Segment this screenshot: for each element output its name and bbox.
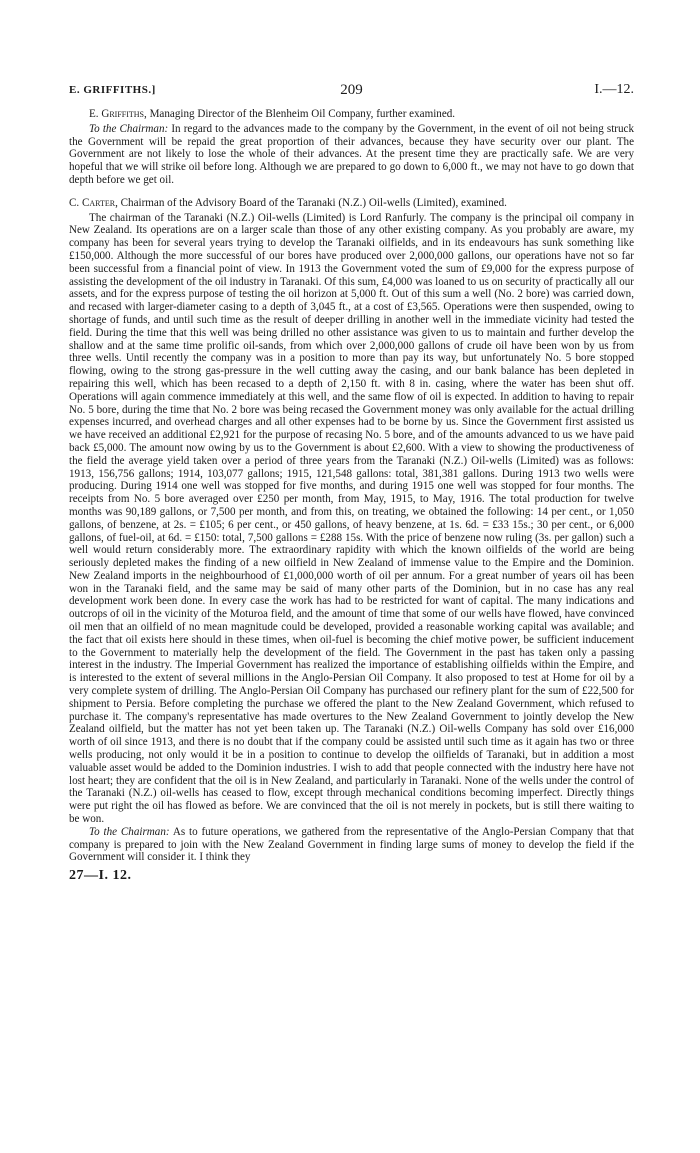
witness-name: C. Carter [69, 196, 116, 209]
page-header [69, 82, 634, 104]
testimony-text: In regard to the advances made to the company by the Government, in the event of oil not being struck the Government will be repaid the great proportion of their advances, because they have security over our plant. The Government are not likely to lose the whole of their advances. At the present time they are practically safe. We are very hopeful that we will strike oil before long. Although we are prepared to go down to 6,000 ft., we may not have to go down that depth before we get oil. [69, 122, 634, 186]
question-lead: To the Chairman: [89, 825, 170, 838]
header-witness-name: E. GRIFFITHS.] [69, 84, 156, 96]
page-number: 209 [340, 82, 363, 98]
signature-mark: 27—I. 12. [69, 868, 132, 884]
paper-reference: I.—12. [594, 82, 634, 97]
witness-description: , Chairman of the Advisory Board of the Taranaki (N.Z.) Oil-wells (Limited), examined. [115, 196, 507, 209]
question-lead: To the Chairman: [89, 122, 169, 135]
section-carter [69, 197, 634, 864]
testimony-paragraph: The chairman of the Taranaki (N.Z.) Oil-wells (Limited) is Lord Ranfurly. The company is the principal oil company in New Zealand. Its operations are on a larger scale than those of any other existing company. As you probably are aware, my company has been for several years trying to develop the Taranaki oilfields, and in its endeavours has sunk something like £150,000. Although the more successful of our bores have produced over 2,000,000 gallons, our operations have not so far been successful from a financial point of view. In 1913 the Government voted the sum of £9,000 for the express purpose of assisting the development of the oil industry in Taranaki. Of this sum, £4,000 was loaned to us on security of practically all our assets, and for the express purpose of testing the oil horizon at 5,000 ft. Out of this sum a well (No. 2 bore) was carried down, and recased with larger-diameter casing to a depth of 3,045 ft., at a cost of £3,565. Operations were then suspended, owing to shortage of funds, and until such time as the result of deeper drilling in another well in the immediate vicinity had tested the field. During the time that this well was being drilled no other assistance was given to us to maintain and further develop the shallow and at the same time prolific oil-sands, from which over 2,000,000 gallons of crude oil have been won by us from three wells. Until recently the company was in a position to more than pay its way, but unfortunately No. 5 bore stopped flowing, owing to the strong gas-pressure in the well cutting away the casing, and our bank balance has been depleted in repairing this well, which has been recased to a depth of 2,150 ft. with 8 in. casing, where the water has been shut off. Operations will again commence immediately at this well, and the same flow of oil is expected. In addition to having to repair No. 5 bore, during the time that No. 2 bore was being recased the Government money was only available for the actual drilling expenses incurred, and overhead charges and all other expenses had to be borne by us. Since the Government first assisted us we have received an additional £2,921 for the purpose of recasing No. 5 bore, and of the amounts advanced to us we have paid back £5,000. The amount now owing by us to the Government is about £2,600. With a view to showing the productiveness of the field the average yield taken over a period of three years from the Taranaki (N.Z.) Oil-wells (Limited) was as follows: 1913, 156,756 gallons; 1914, 103,077 gallons; 1915, 121,548 gallons: total, 381,381 gallons. During 1913 two wells were producing. During 1914 one well was stopped for five months, and during 1915 one well was stopped for four months. The receipts from No. 5 bore averaged over £250 per month, from May, 1915, to May, 1916. The total production for twelve months was 90,189 gallons, or 7,500 per month, and from this, on treating, we obtained the following: 14 per cent., or 1,050 gallons, of benzene, at 2s. = £105; 6 per cent., or 450 gallons, of heavy benzene, at 1s. 6d. = £33 15s.; 30 per cent., or 6,000 gallons, of fuel-oil, at 6d. = £150: total, 7,500 gallons = £288 15s. With the price of benzene now ruling (3s. per gallon) such a well would return considerably more. The extraordinary rapidity with which the known oilfields of the world are being seriously depleted makes the finding of a new oilfield in New Zealand of immense value to the Empire and the Dominion. New Zealand imports in the neighbourhood of £1,000,000 worth of oil per annum. For a great number of years oil has been won in the Taranaki field, and the same may be said of many other parts of the Dominion, but in no case has any real development work been done. In every case the work has had to be restricted for want of capital. The many indications and outcrops of oil in the vicinity of the Moturoa field, and the amount of time that some of our wells have flowed, have convinced oil men that an oilfield of no mean magnitude could be developed, provided a reasonable working capital was available; and the fact that oil exists here should in these times, when oil-fuel is becoming the chief motive power, be sufficient inducement to the Government to materially help the development of the field. The Government in the past has taken only a passing interest in the industry. The Imperial Government has realized the importance of establishing oilfields within the Empire, and is interested to the extent of several millions in the Anglo-Persian Oil Company. It also proposed to test at Home for oil by a very complete system of drilling. The Anglo-Persian Oil Company has purchased our refinery plant for the sum of £22,500 for shipment to Persia. Before completing the purchase we offered the plant to the New Zealand Government, which refused to purchase it. The company's representative has made overtures to the New Zealand Government to jointly develop the New Zealand oilfield, but the matter has not yet been taken up. The Taranaki (N.Z.) Oil-wells Company has sold over £16,000 worth of oil since 1913, and there is no doubt that if the company could be assisted until such time as it again has two or three wells producing, not only would it be in a position to continue to develop the oilfields of Taranaki, but in addition a most valuable asset would be added to the Dominion industries. I wish to add that people connected with the industry here have not lost heart; they are confident that the oil is in New Zealand, and particularly in Taranaki. None of the wells under the control of the Taranaki (N.Z.) oil-wells has ceased to flow, except through mechanical conditions becoming imperfect. Directly things were put right the oil has flowed as before. We are convinced that the oil is not merely in pockets, but is still there waiting to be won. [69, 211, 634, 826]
witness-heading-carter [69, 197, 634, 210]
testimony-paragraph [69, 826, 634, 864]
testimony-text: As to future operations, we gathered from the representative of the Anglo-Persian Company that that company is prepared to join with the New Zealand Government in finding large sums of money to develop the field if the Government will consider it. I think they [69, 825, 634, 864]
witness-heading-griffiths [69, 108, 634, 121]
document-body [69, 108, 634, 883]
witness-description: , Managing Director of the Blenheim Oil Company, further examined. [144, 108, 456, 120]
testimony-paragraph [69, 123, 634, 187]
witness-name: E. Griffiths [89, 108, 145, 120]
